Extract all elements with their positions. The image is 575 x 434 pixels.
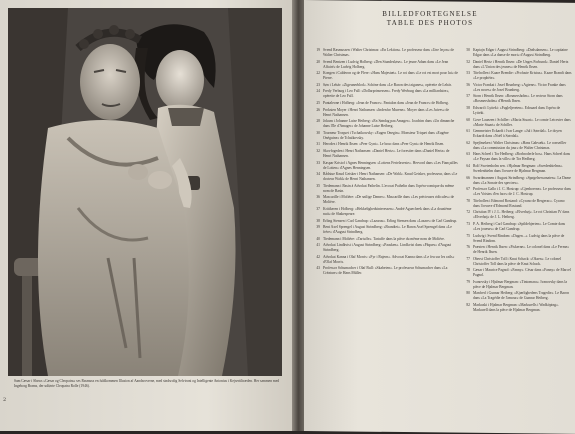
index-entry xyxy=(460,245,572,255)
index-entry xyxy=(310,131,458,141)
entry-description: Professor Gallo i J. C. Hostrup: »Gjenboerne«. Le professeur dans »Les Voisins d'en face« de J. C. Hostrup. xyxy=(473,187,571,197)
index-entry xyxy=(310,266,458,276)
entry-page-number: 63 xyxy=(466,152,470,157)
entry-description: Kongen i Calderon og de Flere: »Hans Majestæt«. Le roi dans »Le roi est mort pour lui« de Pierre. xyxy=(323,71,458,81)
entry-page-number: 66 xyxy=(466,175,470,180)
entry-description: Swardmannen i August Strindberg: »Spøgelsessonaten«. La Dame dans »La Sonate des spectres«. xyxy=(473,175,571,185)
index-entry xyxy=(460,60,572,70)
entry-description: Christian IV i J. L. Heiberg: »Elverhøj«. Le roi Christian IV dans »Elverhøj« de J. L. Heiberg. xyxy=(473,210,570,220)
entry-description: Rolf Swetenholm sen. i Hjalmar Bergman: »Swedenhielms«. Swedenhielm dans l'oeuvre de Hjalmar Bergman. xyxy=(473,163,564,173)
entry-description: Edward i Lytteki: »Fugleljereten«. Edouard dans l'opéra de Lytteki. xyxy=(473,105,561,115)
index-entry xyxy=(460,257,572,267)
entry-description: Advokat Kanna i Olaf Morris: »Fyr i Rajern«. Advocat Kanna dans »Le feu sur les rails« d'Olaf Morris. xyxy=(323,254,455,264)
entry-page-number: 24 xyxy=(316,89,320,94)
entry-description: Søn i Lehár: »Zigeunerblod«. Schöne dans »Le Baron des tziganes«, opérette de Lehár. xyxy=(323,82,452,87)
entry-description: Skovfogeden i Henri Nathansen: »Daniel Hertz«. Le forestier dans »Daniel Hertz« de Henri Nathansen. xyxy=(323,148,450,158)
index-entry xyxy=(460,210,572,220)
entry-page-number: 73 xyxy=(466,221,470,226)
entry-page-number: 23 xyxy=(316,82,320,87)
entry-page-number: 25 xyxy=(316,100,320,105)
entry-description: Titelrollen i Edmond Rostand: »Cyrano de Bergerac«. Cyrano dans l'oeuvre d'Edmond Rostand. xyxy=(473,198,565,208)
entry-description: Advokat Lindkvist i August Strindberg: »Paasken«. Lindkvist dans »Pâques« d'August Strindberg. xyxy=(323,243,452,253)
entry-page-number: 36 xyxy=(316,195,320,200)
entry-page-number: 42 xyxy=(316,254,320,259)
index-entry xyxy=(460,268,572,278)
index-entry xyxy=(310,101,458,106)
entry-description: Titelrollen i Kaare Brendie: »Profuste Kristus«. Kaare Brandt dans »Le prophète«. xyxy=(473,71,572,81)
entry-description: Svend Bentzen i Ludvig Holberg: »Den Stundesløse«. Le jeune Adam dans »Le Jean Affairé« de Ludvig Holberg. xyxy=(323,59,449,69)
page-number: 2 xyxy=(3,397,7,403)
index-entry xyxy=(310,71,458,81)
entry-description: Markuski i Hjalmar Bergman: »Markurells i Wadköping«. Markurell dans la pièce de Hjalmar Bergman. xyxy=(473,303,559,313)
entry-page-number: 34 xyxy=(316,172,320,177)
entry-page-number: 57 xyxy=(466,94,470,99)
index-entry xyxy=(310,161,458,171)
entry-page-number: 78 xyxy=(466,268,470,273)
index-entry xyxy=(460,234,572,244)
entry-description: Victor Frankai i Josef Brunberg: »Agtene«. Victor Franke dans »Les noces« de Josef Brunberg. xyxy=(473,82,566,92)
index-entry xyxy=(310,108,458,118)
index-entry xyxy=(460,141,572,151)
entry-description: Tiedemann i Basin à Advokat Pathelin. L'avocat Pathelin dans l'opéra-comique du même nom de Basin. xyxy=(323,183,455,193)
entry-description: Proksten Moyer i Henri Nathansen: »Indenfor Murene«. Moyer dans »Les Juives« de Henri Nathansen. xyxy=(323,107,449,117)
entry-description: Rådstue Knud Geisker i Henri Nathansen: »De Wahl«. Knud Geisker, professeur, dans »Le docteur Wahl« de Henri Nathansen. xyxy=(323,172,458,182)
entry-description: Ivanovsky i Hjalmar Bergman: »Tintomara«. Ivanovsky dans la pièce de Hjalmar Bergman. xyxy=(473,279,568,289)
actors-illustration xyxy=(8,8,282,376)
entry-page-number: 32 xyxy=(316,148,320,153)
entry-description: Erling Stensen i Carl Gandrup: »Lazarus«. Erling Stensen dans »Lazare« de Carl Gandrup. xyxy=(323,218,458,223)
index-entry xyxy=(460,152,572,162)
index-entry xyxy=(460,303,572,313)
title-danish: BILLEDFORTEGNELSE xyxy=(382,10,478,18)
index-entry xyxy=(310,119,458,129)
entry-page-number: 33 xyxy=(316,160,320,165)
entry-page-number: 67 xyxy=(466,187,470,192)
entry-page-number: 77 xyxy=(466,256,470,261)
entry-description: Mascarille i Molière: »De snilige Damer«. Mascarille dans »Les précieuses ridicules« de Molière. xyxy=(323,195,455,205)
entry-description: Professor Schumacher i Olaf Bull: »Skabeten«. Le professeur Schumacher dans »La Créature« de Hans Müller. xyxy=(323,266,448,276)
index-column-left xyxy=(310,48,458,278)
entry-description: Kaspar Kristof i Agnes Henningsen: »Lottens Ferielaveste«. Hervord dans »Les Fiançailles de Lotten« d'Agnes Henningsen. xyxy=(323,160,458,170)
entry-page-number: 37 xyxy=(316,206,320,211)
index-entry xyxy=(460,118,572,128)
entry-description: Præsten i Henrik Ibsen: »Fiskerne«. Le colonel dans »Le Ferme« de Henrik Ibsen. xyxy=(473,245,570,255)
entry-page-number: 72 xyxy=(466,210,470,215)
index-column-right xyxy=(460,48,572,315)
entry-page-number: 82 xyxy=(466,303,470,308)
entry-page-number: 58 xyxy=(466,105,470,110)
index-entry xyxy=(310,142,458,147)
entry-description: Bent Axel Sprengel i August Strindberg: »Brandtet«. Le Baron Axel Sprengel dans »Le frère« d'August Strindberg. xyxy=(323,225,452,235)
photo-caption: Sam Cæsar i Shaws »Cæsar og Cleopatra« ses Rasmuss en fuldkommen Illusion af Aandsroverne, med sindsrolig Selvironi og Intelligente Antonius i Kejsertiltræden. Her sammen med Ingeborg Brams, der udførte Cleopatra Rolle (1946). xyxy=(14,379,280,388)
entry-description: Ludwig i Svend Rindom: »Dagen...«. Ludvig dans la pièce de Svend Rindom. xyxy=(473,233,565,243)
title-french: TABLE DES PHOTOS xyxy=(386,19,474,27)
index-entry xyxy=(310,172,458,182)
entry-description: Tourneur Troquet i Tschaikowsky: »Eugen Onegin«. Monsieur Triquet dans »Eugène Onéguine« de Tchaïkovsky. xyxy=(323,130,449,140)
index-entry xyxy=(460,291,572,301)
index-entry xyxy=(310,89,458,99)
entry-description: Gove Lauezen i Schiller: »Maria Stuart«. Le comte Leicester dans »Marie Stuart« de Schiller. xyxy=(473,117,571,127)
entry-page-number: 70 xyxy=(466,198,470,203)
index-entry xyxy=(310,237,458,242)
entry-description: Storn i Henrik Ibsen: »Rosmersholm«. Le recteur Storn dans »Rosmersholm« d'Henrik Ibsen. xyxy=(473,94,563,104)
entry-page-number: 80 xyxy=(466,291,470,296)
index-entry xyxy=(460,222,572,232)
entry-description: Kritikeren i Holberg: »Hekkelighedsinteressen«. André Aguecheek dans »La douzième nuit« de Shakespeare. xyxy=(323,206,452,216)
entry-page-number: 79 xyxy=(466,279,470,284)
index-entry xyxy=(310,219,458,224)
entry-page-number: 41 xyxy=(316,243,320,248)
entry-page-number: 62 xyxy=(466,140,470,145)
entry-page-number: 50 xyxy=(466,48,470,52)
page-title xyxy=(330,10,530,28)
index-entry xyxy=(460,280,572,290)
entry-description: Svend Rasmussen i Walter Christmas: »En Lektion«. Le professeur dans »Une leçon« de Walter Christmas. xyxy=(323,48,455,57)
entry-description: Oberst Christoffer Toll i Knut Schack: »Oksen«. Le colonel Christoffer Toll dans la pièce de Knut Schack. xyxy=(473,256,561,266)
entry-page-number: 61 xyxy=(466,129,470,134)
index-entry xyxy=(310,255,458,265)
photo-index-list xyxy=(310,48,572,428)
index-entry xyxy=(310,48,458,58)
entry-page-number: 19 xyxy=(316,48,320,52)
index-entry xyxy=(310,243,458,253)
entry-description: Cæsar i Maurice Pagnol: »Fanny«. César dans »Fanny« de Marcel Pagnol. xyxy=(473,268,571,278)
entry-page-number: 60 xyxy=(466,117,470,122)
index-entry xyxy=(310,207,458,217)
entry-page-number: 28 xyxy=(316,119,320,124)
index-entry xyxy=(460,176,572,186)
entry-page-number: 40 xyxy=(316,236,320,241)
entry-page-number: 75 xyxy=(466,233,470,238)
entry-description: Hans Scheel i Tor Hedberg: »Borbroderle hos«. Hans Scheel dans »Le Paysan dans la ville« de Tor Hedberg. xyxy=(473,152,571,162)
entry-description: Spejlmeken i Walter Christmas: »Hans Gabvæk«. Le conseiller dans »La commission du jour« de Walter Christmas. xyxy=(473,140,567,150)
index-entry xyxy=(310,60,458,70)
index-entry xyxy=(460,164,572,174)
index-entry xyxy=(460,94,572,104)
index-entry xyxy=(310,83,458,88)
index-entry xyxy=(460,106,572,116)
entry-page-number: 43 xyxy=(316,266,320,271)
entry-description: Pantaleone i Holberg: »Jean de France«. Pantalon dans »Jean de France« de Holberg. xyxy=(323,100,449,105)
index-entry xyxy=(310,184,458,194)
entry-description: Kaptajn Edgar i August Strindberg: »Dødsdansen«. Le capitaine Edgar dans »La danse de mort« d'August Strindberg. xyxy=(473,48,568,57)
index-entry xyxy=(460,83,572,93)
entry-page-number: 53 xyxy=(466,71,470,76)
entry-description: Daniel Hertz i Henrik Ibsen: »De Unges Forbund«. Daniel Hertz dans »L'Union des jeunes« de Henrik Ibsen. xyxy=(473,59,569,69)
entry-description: Gemmeister Eckardt i Ivar Lange: »Jul i Sørrdal«. Le doyen Eckardt dans »Noël à Sørrdal«. xyxy=(473,129,562,139)
index-entry xyxy=(460,187,572,197)
entry-page-number: 30 xyxy=(316,130,320,135)
entry-page-number: 64 xyxy=(466,163,470,168)
entry-description: Tiedemann i Molière: »Tartuffe«. Tartuffe dans la pièce du même nom de Molière. xyxy=(323,236,445,241)
entry-description: Jokum i Johanne Luise Heiberg: »En Søndag paa Amager«. Joachim dans »Un dimanche dans l'île d'Amager« de Johanne Luise Heiberg. xyxy=(323,119,455,129)
index-entry xyxy=(310,149,458,159)
entry-page-number: 26 xyxy=(316,107,320,112)
entry-description: Fredy Verburg i Leo Fall: »Dollarprinsessen«. Fredy Werburg dans »La milliardaire«, opérette de Leo Fall. xyxy=(323,89,450,99)
entry-page-number: 20 xyxy=(316,59,320,64)
entry-description: Herodes i Henrik Ibsen: »Peer Gynt«. Le bouc dans »Peer Gynt« de Henrik Ibsen. xyxy=(323,142,445,147)
entry-page-number: 38 xyxy=(316,218,320,223)
entry-page-number: 39 xyxy=(316,225,320,230)
entry-page-number: 22 xyxy=(316,71,320,76)
index-entry xyxy=(460,199,572,209)
index-entry xyxy=(460,71,572,81)
index-entry xyxy=(460,48,572,58)
entry-description: Manfred i Gunnar Heiberg: »Kjærlighedens Tragedie«. Le Baron dans »La Tragédie de l'amour« de Gunnar Heiberg. xyxy=(473,291,569,301)
entry-page-number: 35 xyxy=(316,183,320,188)
entry-page-number: 56 xyxy=(466,82,470,87)
entry-page-number: 31 xyxy=(316,142,320,147)
entry-description: P. A. Heiberg i Carl Gandrup: »Spildehjerten«. Le Comte dans »Les joueurs« de Carl Gandrup. xyxy=(473,221,566,231)
index-entry xyxy=(310,195,458,205)
index-entry xyxy=(310,225,458,235)
index-entry xyxy=(460,129,572,139)
stage-photograph xyxy=(8,8,282,376)
entry-page-number: 52 xyxy=(466,59,470,64)
entry-page-number: 76 xyxy=(466,245,470,250)
